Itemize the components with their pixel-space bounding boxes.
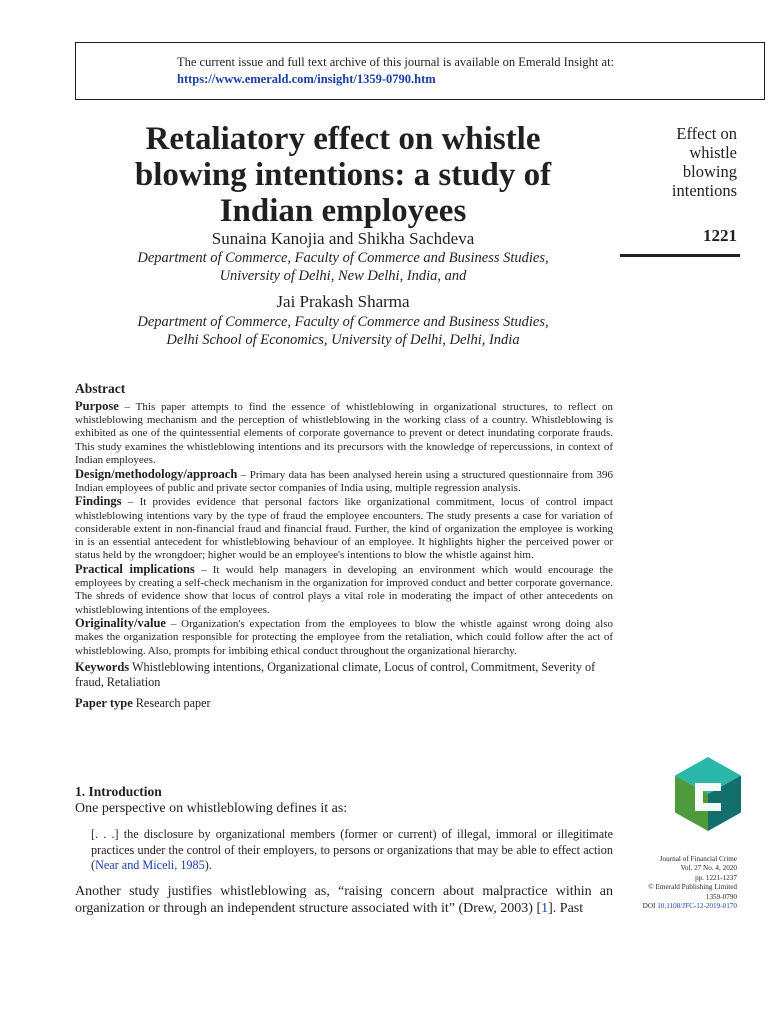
abstract-text: – It provides evidence that personal factors like organizational commitment, locus of control impact whistleblowing intentions vary by the type of fraud the employee encounters. The study presents a case for variation of considerable extent in non-financial fraud and financial fraud. Further, the kind of organization the employee is working in is an essential antecedent for whistleblowing behaviour of an employee. It highlights higher the perceived power or status held by the wrongdoer; higher would be an employee's intentions to blow the whistle against him.: [75, 496, 613, 562]
introduction-paragraph: One perspective on whistleblowing defines it as:: [75, 801, 348, 816]
running-title: [620, 124, 737, 200]
paragraph-text: ]. Past: [548, 900, 584, 916]
doi-label: DOI: [642, 902, 656, 911]
paper-type-text: Research paper: [132, 695, 211, 710]
abstract-practical: [75, 563, 613, 617]
abstract-findings: [75, 495, 613, 562]
journal-info: [620, 855, 737, 911]
title-line: Indian employees: [219, 193, 467, 229]
running-title-line: blowing: [682, 162, 737, 181]
journal-doi: [620, 902, 737, 911]
authors-first: Sunaina Kanojia and Shikha Sachdeva: [211, 229, 475, 248]
abstract-label: Originality/value: [75, 616, 166, 631]
paper-type: [75, 696, 613, 712]
abstract-label: Design/methodology/approach: [75, 466, 238, 481]
journal-name: Journal of Financial Crime: [659, 855, 737, 863]
archive-url-link[interactable]: https://www.emerald.com/insight/1359-0790.htm: [177, 72, 436, 86]
affiliation-first: [75, 249, 611, 285]
quote-end: ).: [204, 858, 212, 872]
introduction-heading: 1. Introduction: [75, 784, 162, 799]
abstract-text: – This paper attempts to find the essence of whistleblowing in organizational structures, to reflect on whistleblowing mechanism and the perception of whistleblowing in the working class of a country. Whistleblowing is exhibited as one of the quintessential elements of corporate governance to prevent or detect inundating corporate frauds. This study examines the whistleblowing intentions and its precursors with the knowledge of repercussions, in context of Indian employees.: [75, 401, 613, 466]
doi-link[interactable]: 10.1108/JFC-12-2019-0170: [657, 902, 737, 911]
paper-type-label: Paper type: [75, 695, 133, 710]
keywords-text: Whistleblowing intentions, Organizational climate, Locus of control, Commitment, Severity of fraud, Retaliation: [75, 659, 596, 690]
introduction-section: [75, 783, 613, 917]
reference-link[interactable]: 1: [541, 900, 549, 916]
abstract-text: – Primary data has been analysed herein using a structured questionnaire from 396 Indian employees of public and private sector companies of India using, multiple regression analysis.: [75, 468, 613, 494]
paragraph-text: Another study justifies whistleblowing as, “raising concern about malpractice within an organization or through an independent structure associated with it” (Drew, 2003) [: [75, 883, 613, 916]
running-title-line: whistle: [689, 143, 737, 162]
affiliation-line: Department of Commerce, Faculty of Commerce and Business Studies,: [137, 250, 549, 266]
block-quote: [91, 827, 613, 874]
abstract-design: [75, 468, 613, 495]
title-line: Retaliatory effect on whistle: [145, 121, 541, 157]
introduction-paragraph: [75, 883, 613, 917]
abstract-text: – Organization's expectation from the employees to blow the whistle against wrong doing also makes the organization responsible for protecting the employee from the retaliation, which could follow after the act of whistleblowing. Also, prompts for imbibing ethical conduct throughout the organizational hierarchy.: [75, 618, 613, 657]
journal-volume: Vol. 27 No. 4, 2020: [680, 864, 737, 873]
abstract-text: – It would help managers in developing an environment which would encourage the employees by creating a self-check mechanism in the organization for improved conduct and better corporate governance. The shreds of evidence show that locus of control plays a vital role in moderating the impact of other antecedents on whistleblowing intentions of the employees.: [75, 563, 613, 616]
keywords: [75, 660, 613, 691]
authors-second: Jai Prakash Sharma: [276, 292, 410, 311]
affiliation-line: University of Delhi, New Delhi, India, and: [219, 268, 467, 284]
abstract-section: [75, 380, 613, 711]
journal-pages: pp. 1221-1237: [695, 873, 737, 882]
keywords-label: Keywords: [75, 659, 130, 674]
abstract-purpose: [75, 400, 613, 467]
running-title-line: intentions: [671, 181, 737, 200]
paper-title: [75, 121, 611, 229]
running-title-line: Effect on: [676, 124, 737, 143]
affiliation-line: Delhi School of Economics, University of Delhi, Delhi, India: [166, 332, 520, 348]
sidebar-rule: [620, 254, 740, 257]
quote-text: [. . .] the disclosure by organizational members (former or current) of illegal, immoral or illegitimate practices under the control of their employers, to persons or organizations that may be able to effect action (: [91, 827, 613, 872]
abstract-label: Practical implications: [75, 561, 195, 576]
archive-notice-box: [75, 42, 765, 100]
abstract-originality: [75, 617, 613, 658]
affiliation-line: Department of Commerce, Faculty of Commerce and Business Studies,: [137, 314, 549, 330]
emerald-publishing-logo-icon: [675, 757, 741, 831]
abstract-label: Findings: [75, 494, 122, 509]
affiliation-second: [75, 313, 611, 349]
journal-issn: 1359-0790: [705, 892, 737, 901]
citation-link[interactable]: Near and Miceli, 1985: [95, 858, 205, 872]
abstract-label: Purpose: [75, 399, 119, 413]
journal-publisher: © Emerald Publishing Limited: [648, 883, 737, 892]
title-line: blowing intentions: a study of: [134, 157, 552, 193]
archive-notice-text: The current issue and full text archive of this journal is available on Emerald Insight at:: [177, 55, 615, 69]
abstract-heading: Abstract: [75, 381, 126, 396]
page-number: 1221: [703, 226, 737, 245]
